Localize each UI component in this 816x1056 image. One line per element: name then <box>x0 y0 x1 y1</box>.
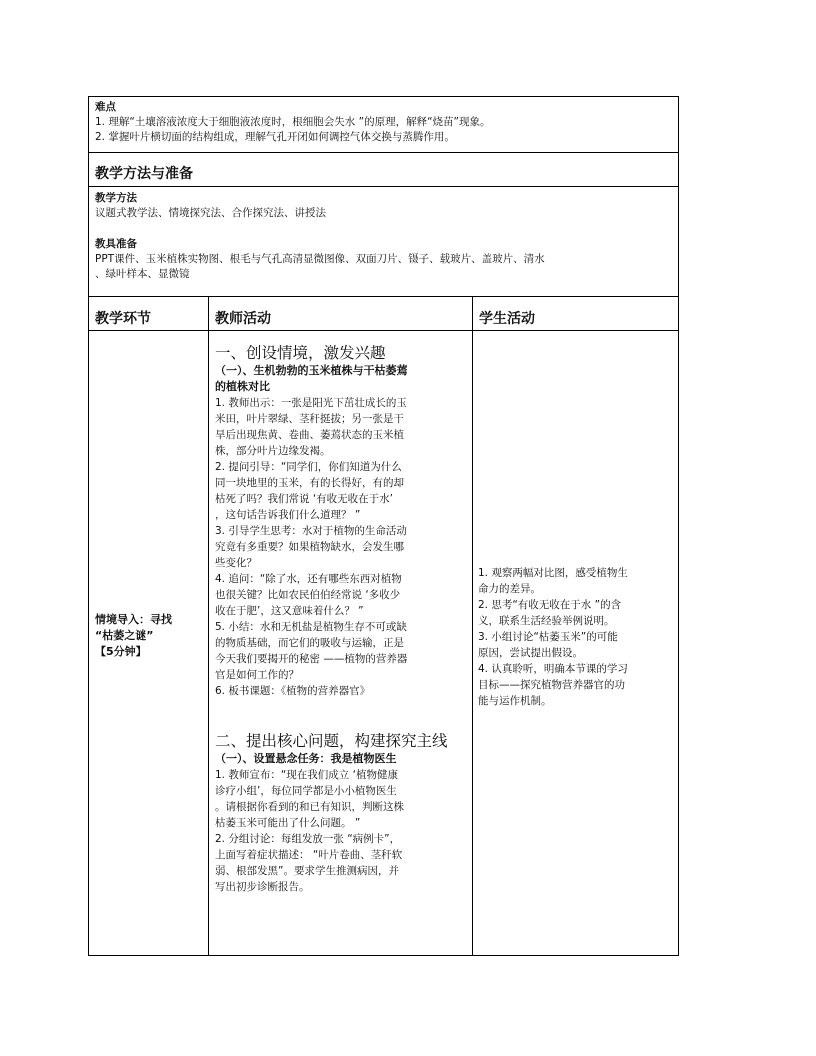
teacher-line: 弱、根部发黑”。要求学生推测病因，并 <box>215 865 399 877</box>
difficulty-title: 难点 <box>95 101 116 113</box>
teacher-part1-list <box>215 395 469 699</box>
stage-line-3: 【5分钟】 <box>95 645 147 658</box>
teacher-line: 3. 引导学生思考：水对于植物的生命活动 <box>215 525 407 537</box>
teacher-line: 1. 教师宣布：“现在我们成立 ‘植物健康 <box>215 769 398 781</box>
header-teacher: 教师活动 <box>215 311 271 327</box>
student-line: 4. 认真聆听，明确本节课的学习 <box>478 663 628 675</box>
teacher-part1-sub-2: 的植株对比 <box>215 380 270 393</box>
header-stage: 教学环节 <box>95 311 151 327</box>
stage-cell <box>95 331 205 955</box>
difficulty-row <box>89 97 678 153</box>
table-header-row <box>89 297 678 331</box>
teacher-line: 株，部分叶片边缘发褐。 <box>215 445 331 457</box>
tools-line-1: PPT课件、玉米植株实物图、根毛与气孔高清显微图像、双面刀片、镊子、载玻片、盖玻片、清水 <box>95 253 545 265</box>
stage-line-1: 情境导入：寻找 <box>95 613 172 626</box>
student-line: 原因，尝试提出假设。 <box>478 647 583 659</box>
content-row <box>89 331 678 955</box>
teacher-line: 2. 提问引导：“同学们，你们知道为什么 <box>215 461 402 473</box>
teacher-line: 1. 教师出示：一张是阳光下茁壮成长的玉 <box>215 397 407 409</box>
teacher-line: 些变化？ <box>215 557 257 569</box>
teacher-line: 枯萎玉米可能出了什么问题。 ” <box>215 817 361 829</box>
teacher-part1-title: 一、创设情境，激发兴趣 <box>215 344 386 362</box>
teacher-part2-title: 二、提出核心问题，构建探究主线 <box>215 732 448 750</box>
methods-row <box>89 187 678 297</box>
difficulty-item-1: 1. 理解“土壤溶液浓度大于细胞液浓度时，根细胞会失水 ”的原理，解释“烧苗”现象。 <box>95 116 491 128</box>
difficulty-item-2: 2. 掌握叶片横切面的结构组成，理解气孔开闭如何调控气体交换与蒸腾作用。 <box>95 131 455 143</box>
teacher-line: 枯死了吗？我们常说 ‘有收无收在于水’ <box>215 493 394 505</box>
teacher-line: 今天我们要揭开的秘密 ——植物的营养器 <box>215 653 408 665</box>
student-cell <box>478 331 676 955</box>
teacher-part2-sub: （一）、设置悬念任务：我是植物医生 <box>215 752 397 765</box>
lesson-plan-table <box>88 96 679 956</box>
teacher-line: 5. 小结：水和无机盐是植物生存不可或缺 <box>215 621 407 633</box>
teacher-line: 6. 板书课题：《植物的营养器官》 <box>215 685 371 697</box>
student-line: 2. 思考“有收无收在于水 ”的含 <box>478 599 622 611</box>
teacher-line: 上面写着症状描述： “叶片卷曲、茎秆软 <box>215 849 403 861</box>
teacher-line: 也很关键？比如农民伯伯经常说 ‘多收少 <box>215 589 401 601</box>
teacher-line: 旱后出现焦黄、卷曲、萎蔫状态的玉米植 <box>215 429 404 441</box>
stage-line-2: “枯萎之谜” <box>95 629 154 642</box>
teacher-part1-sub-1: （一）、生机勃勃的玉米植株与干枯萎蔫 <box>215 364 408 377</box>
teacher-part2-list <box>215 767 469 895</box>
teacher-line: 究竟有多重要？如果植物缺水，会发生哪 <box>215 541 404 553</box>
method-text: 议题式教学法、情境探究法、合作探究法、讲授法 <box>95 207 326 219</box>
teacher-line: 4. 追问：“除了水，还有哪些东西对植物 <box>215 573 402 585</box>
teacher-line: 2. 分组讨论：每组发放一张 “病例卡”， <box>215 833 401 845</box>
teacher-line: 官是如何工作的？ <box>215 669 299 681</box>
methods-title-row <box>89 153 678 187</box>
tools-title: 教具准备 <box>95 238 137 250</box>
method-title: 教学方法 <box>95 192 137 204</box>
teacher-line: 同一块地里的玉米，有的长得好，有的却 <box>215 477 404 489</box>
student-line: 能与运作机制。 <box>478 695 552 707</box>
student-line: 义，联系生活经验举例说明。 <box>478 615 615 627</box>
teacher-cell <box>215 331 469 955</box>
tools-line-2: 、绿叶样本、显微镜 <box>95 268 190 280</box>
methods-section-title: 教学方法与准备 <box>95 166 193 182</box>
student-line: 目标——探究植物营养器官的功 <box>478 679 625 691</box>
teacher-line: 写出初步诊断报告。 <box>215 881 310 893</box>
teacher-line: 收在于肥’，这又意味着什么？ ” <box>215 605 364 617</box>
teacher-line: 。请根据你看到的和已有知识，判断这株 <box>215 801 404 813</box>
teacher-line: ，这句话告诉我们什么道理？ ” <box>215 509 361 521</box>
student-line: 3. 小组讨论“枯萎玉米”的可能 <box>478 631 618 643</box>
teacher-line: 米田，叶片翠绿、茎秆挺拔；另一张是干 <box>215 413 404 425</box>
teacher-line: 诊疗小组’，每位同学都是小小植物医生 <box>215 785 397 797</box>
teacher-line: 的物质基础，而它们的吸收与运输，正是 <box>215 637 404 649</box>
header-student: 学生活动 <box>479 311 535 327</box>
student-line: 1. 观察两幅对比图，感受植物生 <box>478 567 628 579</box>
student-line: 命力的差异。 <box>478 583 541 595</box>
difficulty-cell <box>95 97 674 152</box>
